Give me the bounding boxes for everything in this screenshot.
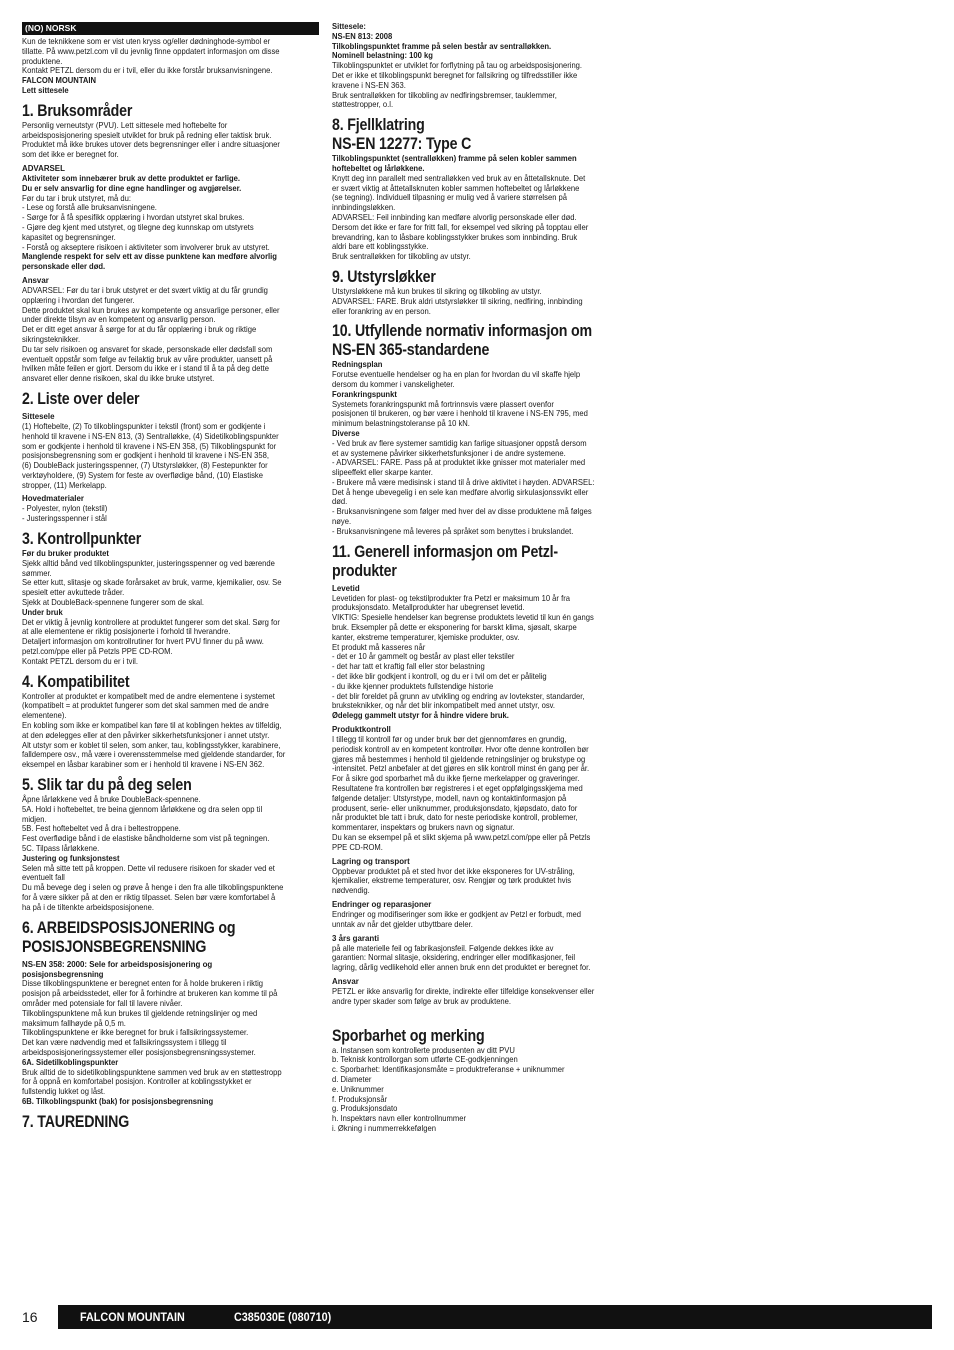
text-line: fullstendig lukket og låst. [22,1086,106,1097]
text-line: Se etter kutt, slitasje og skade forårsaket av bruk, varme, kjemikalier, osv. Se [22,577,282,588]
bold-text-line: posisjonsbegrensning [22,968,104,979]
text-line: arbeidsposisjonering spesielt utviklet for bruk på redning eller taktisk bruk. [22,129,272,140]
text-line: b. Teknisk kontrollorgan som utførte CE-godkjenningen [332,1054,518,1065]
text-line: dersom du kommer i vanskeligheter. [332,378,455,389]
text-line: VIKTIG: Spesielle hendelser kan begrense produktets levetid til kun én gangs [332,612,594,623]
text-line: er svært viktig at åttetallsknuten kobler sammen hoftebeltet og lårløkkene [332,182,580,193]
text-line: Dette produktet skal kun brukes av kompetente og ansvarlige personer, eller [22,304,280,315]
section-heading: 8. Fjellklatring [332,116,425,135]
bold-text-line: Aktiviteter som innebærer bruk av dette produktet er farlige. [22,172,241,183]
text-line: henhold til kravene i NS-EN 813, (3) Sentralløkke, (4) Sidetilkoblingspunkter [22,430,279,441]
text-line: områder med potensiale for fall til lavere nivåer. [22,997,183,1008]
text-line: Knytt deg inn parallelt med sentralløkken ved bruk av en åttetallsknute. Det [332,172,586,183]
bold-text-line: NS-EN 813: 2008 [332,30,393,41]
bold-text-line: Du er selv ansvarlig for dine egne handlinger og avgjørelser. [22,182,242,193]
text-line: nøye. [332,516,352,527]
left-column [22,22,314,1132]
text-line: eventuelt oppstår som følge av feilaktig bruk av våre produkter, uansett på [22,353,273,364]
text-line: (6) DoubleBack justeringsspenner, (7) Utstyrsløkker, (8) Festepunkter for [22,460,268,471]
text-line: Fest overflødige bånd i de elastiske båndholderne som vist på tegningen. [22,833,270,844]
text-line: ansvaret eller denne risikoen, skal du ikke bruke utstyret. [22,373,215,384]
text-line: kravene i NS-EN 363. [332,79,406,90]
text-line: eller forankring av en person. [332,305,431,316]
text-line: midjen. [22,813,47,824]
text-line: -intensitet. Petzl anbefaler at det gjøres en slik kontroll minst én gang per år. [332,763,590,774]
text-line: tillatte. På www.petzl.com vil du jevnlig finne oppdatert informasjon om disse [22,45,280,56]
text-line: opplæring i hvordan det fungerer. [22,294,135,305]
text-line: Resultatene fra kontrollen bør registreres i et eget oppfølgingsskjema med [332,783,583,794]
text-line: aldri bare ett koblingsstykke. [332,241,429,252]
subheading: Levetid [332,582,360,593]
text-line: Det kan være nødvendig med et fallsikringssystem i tillegg til [22,1037,227,1048]
bold-text-line: Diverse [332,427,360,438]
text-line: lagring, dårlig vedlikehold eller annen bruk enn det produktet er beregnet for. [332,962,591,973]
text-line: slipeeffekt eller skarpe kanter. [332,467,433,478]
text-line: arbeidsposisjoneringssystemer eller posisjonsbegrensningssystemer. [22,1046,256,1057]
section-heading: Sporbarhet og merking [332,1026,485,1045]
subheading: Sittesele [22,410,55,421]
text-line: Det å henge ubevegelig i en sele kan medføre alvorlig sirkulasjonssvikt eller [332,486,589,497]
subheading: Ansvar [332,975,359,986]
text-line: Sjekk alltid bånd ved tilkoblingspunkter, justeringsspenner og ved bærende [22,557,275,568]
text-line: g. Produksjonsdato [332,1103,398,1114]
text-line: (1) Hoftebelte, (2) To tilkoblingspunkter i tekstil (front) som er godkjente i [22,420,266,431]
text-line: Tilkoblingspunktene må kun brukes til gjeldende retningslinjer og med [22,1007,258,1018]
text-line: Du må bevege deg i selen og prøve å henge i den fra alle tilkoblingspunktene [22,882,284,893]
text-line: hvilken måte feilen er gjort. Dersom du ikke er i stand til å ta på deg dette [22,363,269,374]
text-line: nødvendig. [332,885,370,896]
subheading: Hovedmaterialer [22,493,84,504]
text-line: Forutse eventuelle hendelser og ha en plan for hvordan du vil skaffe hjelp [332,369,581,380]
text-line: Åpne lårløkkene ved å bruke DoubleBack-spennene. [22,794,201,805]
text-line: produsent, serie- eller uniknummer, produksjonsdato, kjøpsdato, dato for [332,802,578,813]
section-heading: 3. Kontrollpunkter [22,530,142,549]
bold-text-line: Ødelegg gammelt utstyr for å hindre videre bruk. [332,710,509,721]
text-line: ADVARSEL: Feil innbinding kan medføre alvorlig personskade eller død. [332,211,577,222]
section-heading: 2. Liste over deler [22,389,140,408]
text-line: for å oppnå en komfortabel posisjon. Kontroller at koblingsstykket er [22,1076,252,1087]
text-line: Dersom det ikke er fare for fritt fall, for eksempel ved sikring på topptau eller [332,221,589,232]
text-line: Endringer og modifiseringer som ikke er godkjent av Petzl er forbudt, med [332,908,582,919]
text-line: gjøres må bestemmes i henhold til gjeldende retningslinjer og brukstype og [332,753,586,764]
text-line: - Lese og forstå alle bruksanvisningene. [22,202,157,213]
bold-text-line: Tilkoblingspunktet (sentralløkken) framme på selen kobler sammen [332,153,577,164]
text-line: Du tar selv risikoen og ansvaret for skade, personskade eller dødsfall som [22,343,273,354]
text-line: kapasitet og begrensninger. [22,231,116,242]
text-line: - Ved bruk av flere systemer samtidig kan farlige situasjoner oppstå dersom [332,437,587,448]
subheading: Produktkontroll [332,724,391,735]
section-heading: 1. Bruksområder [22,101,133,120]
text-line: PETZL er ikke ansvarlig for direkte, indirekte eller tilfeldige konsekvenser eller [332,985,595,996]
text-line: 5A. Hold i hoftebeltet, tre beina gjennom lårløkkene og dra selen opp til [22,803,263,814]
subheading: NS-EN 358: 2000: Sele for arbeidsposisjonering og [22,958,213,969]
text-line: - Forstå og akseptere risikoen i aktiviteter som involverer bruk av utstyret. [22,241,270,252]
text-line: andre typer skader som følge av bruk av produktene. [332,995,512,1006]
text-line: Bruk sentralløkken for tilkobling av nedfiringsbremser, tauklemmer, [332,89,557,100]
section-heading: 5. Slik tar du på deg selen [22,776,192,795]
text-line: 5B. Fest hoftebeltet ved å dra i beltestroppene. [22,823,181,834]
text-line: Disse tilkoblingspunktene er beregnet enten for å holde brukeren i riktig [22,978,264,989]
text-line: - ADVARSEL: FARE. Pass på at produktet ikke gnisser mot materialer med [332,457,586,468]
bold-text-line: 6B. Tilkoblingspunkt (bak) for posisjonsbegrensning [22,1095,214,1106]
text-line: at alle elementene er riktig posisjonerte i forhold til hverandre. [22,626,231,637]
section-heading: 10. Utfyllende normativ informasjon om [332,322,592,341]
text-line: Kontakt PETZL dersom du er i tvil, eller du ikke forstår bruksanvisningene. [22,65,273,76]
text-line: spesielt etter avkuttede tråder. [22,587,125,598]
section-heading: 6. ARBEIDSPOSISJONERING og [22,918,236,937]
text-line: Det er ditt eget ansvar å sørge for at du får opplæring i bruk og riktige [22,324,257,335]
text-line: - Gjøre deg kjent med utstyret, og tilegne deg kunnskap om utstyrets [22,221,254,232]
text-line: Alt utstyr som er koblet til selen, som anker, tau, koblingsstykker, karabinere, [22,739,281,750]
bold-text-line: Før du bruker produktet [22,548,109,559]
text-line: (se tegning). Individuell tilpasning er mulig ved å variere størrelsen på [332,192,568,203]
text-line: ADVARSEL: Før du tar i bruk utstyret er det svært viktig at du får grundig [22,284,268,295]
text-line: innbindingsløkken. [332,202,396,213]
text-line: - Sørge for å få spesifikk opplæring i hvordan utstyret skal brukes. [22,212,245,223]
text-line: For å sikre god sporbarhet må du ikke fjerne merkelapper og graveringer. [332,773,580,784]
text-line: Kontakt PETZL dersom du er i tvil. [22,655,138,666]
text-line: som det ikke er beregnet for. [22,149,119,160]
text-line: kommentarer, inspektørs og brukers navn og signatur. [332,822,515,833]
text-line: En kobling som ikke er kompatibel kan føre til at koblingen hektes av tilfeldig, [22,720,282,731]
section-heading: NS-EN 12277: Type C [332,135,472,154]
text-line: følgende detaljer: Utstyrstype, modell, navn og kontaktinformasjon på [332,792,567,803]
subheading: Endringer og reparasjoner [332,898,432,909]
bold-text-line: Lett sittesele [22,84,69,95]
text-line: eksempel en låsbar karabiner som er i henhold til kravene i NS-EN 362. [22,759,265,770]
text-line: eventuelt fall [22,872,65,883]
text-line: Selen må sitte tett på kroppen. Dette vil redusere risikoen for skader ved et [22,862,275,873]
right-column-text [332,22,624,1134]
text-line: Bruk sentralløkken for tilkobling av utstyr. [332,251,471,262]
right-column [332,22,624,1134]
bold-text-line: Sittesele: [332,21,366,31]
text-line: elementene). [22,710,67,721]
bold-text-line: personskade eller død. [22,261,106,272]
text-line: kjemikalier, ekstreme temperaturer, osv. Rengjør og tørk produktet hvis [332,875,572,886]
section-heading: NS-EN 365-standardene [332,341,490,360]
text-line: at den ødelegges eller at den påvirker sikkerhetsfunksjoner i annet utstyr. [22,729,270,740]
text-line: PPE CD-ROM. [332,841,383,852]
text-line: I tillegg til kontroll før og under bruk bør det gjennomføres en grundig, [332,734,567,745]
text-line: Levetiden for plast- og tekstilprodukter fra Petzl er maksimum 10 år fra [332,592,571,603]
text-line: Sjekk at DoubleBack-spennene fungerer som de skal. [22,597,205,608]
text-line: - Brukere må være medisinsk i stand til å drive aktivitet i høyden. ADVARSEL: [332,476,595,487]
text-line: ADVARSEL: FARE. Bruk aldri utstyrsløkker til sikring, nedfiring, innbinding [332,295,583,306]
text-line: for å være sikker på at den er riktig tilpasset. Selen bør være komfortabel å [22,891,276,902]
section-heading: 9. Utstyrsløkker [332,267,436,286]
bold-text-line: Redningsplan [332,359,383,370]
text-line: unntak av når det gjelder utbyttbare deler. [332,918,473,929]
text-line: stropper, (11) Merkelapp. [22,479,107,490]
subheading: Lagring og transport [332,855,410,866]
text-line: Personlig verneutstyr (PVU). Lett sittesele med hoftebelte for [22,119,228,130]
text-line: e. Uniknummer [332,1083,384,1094]
text-line: posisjonsbegrensning som er godkjent i henhold til kravene i NS-EN 358, [22,450,269,461]
text-line: posisjon på arbeidsstedet, eller for å forhindre at brukeren kan komme til på [22,988,278,999]
text-line: (kompatibelt = at produktet fungerer som det skal sammen med de andre [22,700,269,711]
subheading: Ansvar [22,274,49,285]
text-line: Systemets forankringspunkt må fortrinnsvis være plassert ovenfor [332,398,554,409]
text-line: Du kan se eksempel på et slikt skjema på www.petzl.com/ppe eller på Petzls [332,832,591,842]
text-line: d. Diameter [332,1073,372,1084]
text-line: - det har tatt et kraftig fall eller stor belastning [332,661,485,672]
text-line: - det blir foreldet på grunn av utvikling og endring av lovtekster, standarder, [332,690,585,701]
footer-document-reference: C385030E (080710) [234,1310,332,1324]
text-line: c. Sporbarhet: Identifikasjonsmåte = produktreferanse + uniknummer [332,1064,565,1075]
text-line: - Bruksanvisningene må leveres på språket som benyttes i brukslandet. [332,525,574,536]
text-line: 5C. Tilpass lårløkkene. [22,843,100,853]
spacer [332,1007,624,1021]
text-line: falldempere osv., må være i overensstemmelse med gjeldende standarder, for [22,749,286,760]
text-line: Bruk alltid de to sidetilkoblingspunktene sammen ved bruk av en støttestropp [22,1066,282,1077]
language-header: (NO) NORSK [22,22,319,35]
section-heading: 7. TAUREDNING [22,1112,130,1131]
text-line: f. Produksjonsår [332,1093,388,1104]
bold-text-line: Forankringspunkt [332,388,397,399]
text-line: Det er viktig å jevnlig kontrollere at produktet fungerer som det skal. Sørg for [22,616,280,627]
bold-text-line: Justering og funksjonstest [22,852,120,863]
left-column-text [22,37,314,1131]
text-line: Det er ikke et tilkoblingspunkt beregnet for fallsikring og tilfredsstiller ikke [332,69,578,80]
text-line: minimum belastningstoleranse på 10 kN. [332,418,470,429]
text-line: Kun de teknikkene som er vist uten kryss og/eller dødninghode-symbol er [22,36,271,46]
text-line: som er godkjente i henhold til kravene i NS-EN 358, (5) Tilkoblingspunkt for [22,440,277,451]
text-line: maksimum fallhøyde på 0,5 m. [22,1017,126,1028]
bold-text-line: Manglende respekt for selv ett av disse punktene kan medføre alvorlig [22,251,277,262]
text-line: - Polyester, nylon (tekstil) [22,503,108,514]
page-footer [22,1305,932,1329]
section-heading: 4. Kompatibilitet [22,672,130,691]
text-line: h. Inspektørs navn eller kontrollnummer [332,1113,467,1124]
text-line: Før du tar i bruk utstyret, må du: [22,192,132,203]
text-line: - det ikke blir godkjent i kontroll, og du er i tvil om det er pålitelig [332,671,547,682]
bold-text-line: Tilkoblingspunktet framme på selen består av sentralløkken. [332,40,552,51]
text-line: Et produkt må kasseres når [332,641,426,652]
text-line: - Bruksanvisningene som følger med hver del av disse produktene må følges [332,506,592,517]
text-line: - du ikke kjenner produktets fullstendige historie [332,680,494,691]
text-line: verktøyholdere, (9) System for feste av overflødige bånd, (10) Elastiske [22,469,263,480]
text-line: Detaljert informasjon om kontrollrutiner for hvert PVU finner du på www. [22,636,264,647]
text-line: sømmer. [22,567,52,578]
text-line: bruk. Eksempler på dette er eksponering for barskt klima, sjøsalt, skarpe [332,622,577,633]
text-line: på alle materielle feil og fabrikasjonsfeil. Følgende dekkes ikke av [332,942,554,953]
bold-text-line: 6A. Sidetilkoblingspunkter [22,1056,119,1067]
text-line: under direkte tilsyn av en kompetent og ansvarlig person. [22,314,216,325]
section-heading: produkter [332,561,397,580]
footer-product-name: FALCON MOUNTAIN [80,1310,185,1324]
section-heading: 11. Generell informasjon om Petzl- [332,542,558,561]
bold-text-line: hoftebeltet og lårløkkene. [332,162,425,173]
text-line: - Justeringsspenner i stål [22,513,107,524]
text-line: død. [332,496,348,507]
text-line: kanter, ekstreme temperaturer, kjemiske produkter, osv. [332,631,520,642]
bold-text-line: Under bruk [22,606,63,617]
text-line: Produktet må ikke brukes utover dets begrensninger eller i andre situasjoner [22,139,280,150]
text-line: når produktet ble tatt i bruk, dato for neste periodiske kontroll, problemer, [332,812,578,823]
subheading: ADVARSEL [22,162,65,173]
text-line: - det er 10 år gammelt og består av plast eller tekstiler [332,651,515,662]
section-heading: POSISJONSBEGRENSNING [22,937,207,956]
footer-bar [58,1305,932,1329]
text-line: Kontroller at produktet er kompatibelt med de andre elementene i systemet [22,690,275,701]
text-line: sikringsteknikker. [22,333,81,344]
text-line: bruksteknikker, og når det blir inkompatibelt med annet utstyr, osv. [332,700,556,711]
text-line: periodisk kontroll av en kompetent kontrollør. Hvor ofte denne kontrollen bør [332,743,589,754]
text-line: Utstyrsløkkene må kun brukes til sikring og tilkobling av utstyr. [332,285,542,296]
text-line: Oppbevar produktet på et sted hvor det ikke eksponeres for UV-stråling, [332,865,575,876]
subheading: 3 års garanti [332,932,380,943]
text-line: Tilkoblingspunktene er ikke beregnet for bruk i fallsikringssystemer. [22,1027,249,1038]
text-line: a. Instansen som kontrollerte produsenten av ditt PVU [332,1044,515,1055]
text-line: posisjonen til brukeren, og bør være i henhold til kravene i NS-EN 795, med [332,408,588,419]
text-line: i. Økning i nummerrekkefølgen [332,1122,436,1133]
bold-text-line: FALCON MOUNTAIN [22,75,97,86]
text-line: et av systemene påvirker sikkerhetsfunksjoner i de andre systemene. [332,447,566,458]
page-number: 16 [22,1309,38,1325]
text-line: produksjonsdato. Metallprodukter har ubegrenset levetid. [332,602,525,613]
text-line: ha på i de tiltenkte arbeidsposisjonene. [22,901,154,912]
text-line: støttestropper, o.l. [332,99,394,110]
bold-text-line: Nominell belastning: 100 kg [332,50,433,61]
text-line: garantien: Normal slitasje, oksidering, endringer eller modifikasjoner, feil [332,952,576,963]
text-line: produktene. [22,55,63,66]
text-line: brevandring, kan to låsbare koblingsstykker brukes som innbinding. Bruk [332,231,578,242]
text-line: Tilkoblingspunktet er utviklet for forflytning på tau og arbeidsposisjonering. [332,60,583,71]
text-line: petzl.com/ppe eller på Petzls PPE CD-ROM. [22,646,173,657]
